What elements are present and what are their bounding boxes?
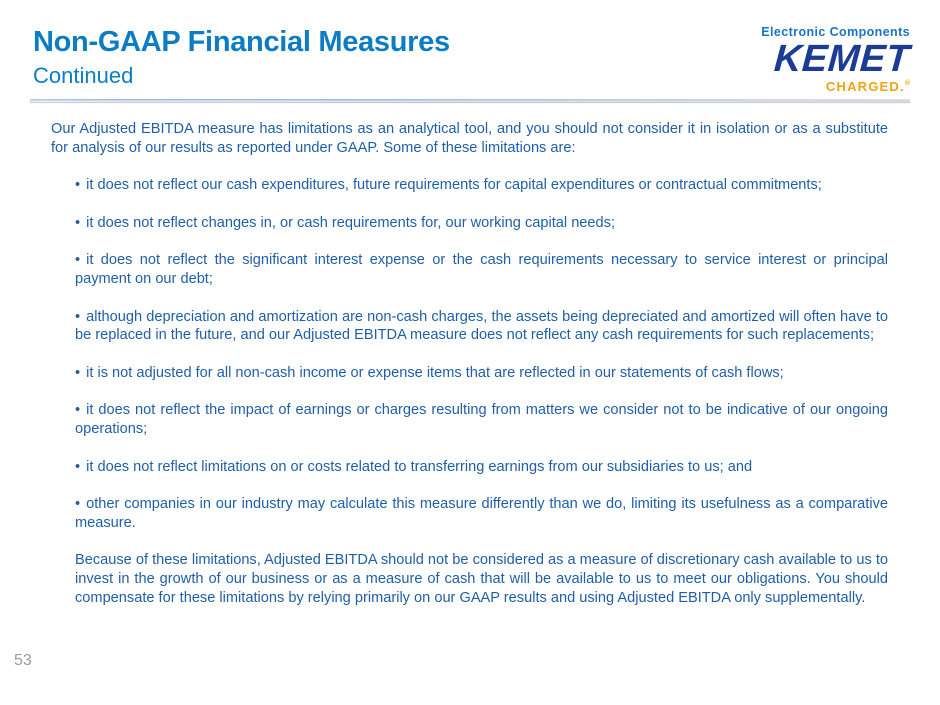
header-divider (30, 99, 910, 103)
bullet-item (75, 495, 888, 532)
charged-text: CHARGED. (825, 78, 905, 94)
bullet-item (75, 176, 888, 195)
bullet-text: it does not reflect the impact of earnings or charges resulting from matters we consider not to be indicative of our ongoing operations; (75, 402, 888, 437)
bullet-text: other companies in our industry may calculate this measure differently than we do, limiting its usefulness as a comparative measure. (75, 496, 888, 531)
bullet-item (75, 308, 888, 345)
slide-header (0, 0, 940, 99)
registered-mark-icon: ® (904, 79, 910, 87)
bullet-icon: • (75, 177, 81, 194)
bullet-icon: • (75, 308, 81, 325)
bullet-text: although depreciation and amortization are non-cash charges, the assets being depreciated and amortized will often have to be replaced in the future, and our Adjusted EBITDA measure does not reflect any cash requirements for such replacements; (75, 308, 888, 344)
bullet-icon: • (75, 496, 81, 513)
logo-charged-tagline (761, 80, 910, 93)
bullet-text: it does not reflect the significant interest expense or the cash requirements necessary to service interest or principal payment on our debt; (75, 252, 888, 287)
bullet-icon: • (75, 458, 81, 475)
bullet-icon: • (75, 214, 81, 231)
kemet-logo (761, 26, 910, 93)
bullet-icon: • (75, 364, 81, 381)
bullet-icon: • (75, 402, 81, 419)
bullet-item (75, 364, 888, 383)
page-subtitle: Continued (33, 63, 134, 88)
bullet-item (75, 401, 888, 438)
page-title: Non-GAAP Financial Measures (33, 26, 450, 58)
bullet-text: it is not adjusted for all non-cash income or expense items that are reflected in our statements of cash flows; (86, 364, 784, 381)
bullet-icon: • (75, 252, 81, 269)
bullet-item (75, 214, 888, 233)
closing-paragraph: Because of these limitations, Adjusted EBITDA should not be considered as a measure of discretionary cash available to us to invest in the growth of our business or as a measure of cash that will be available to us to meet our obligations. You should compensate for these limitations by relying primarily on our GAAP results and using Adjusted EBITDA only supplementally. (75, 552, 888, 606)
logo-tagline: Electronic Components (761, 25, 910, 39)
intro-paragraph: Our Adjusted EBITDA measure has limitations as an analytical tool, and you should not consider it in isolation or as a substitute for analysis of our results as reported under GAAP. Some of these limitations are: (51, 121, 888, 156)
bullet-item (75, 251, 888, 288)
bullet-text: it does not reflect changes in, or cash requirements for, our working capital needs; (86, 214, 616, 231)
bullet-item (75, 458, 888, 477)
bullet-text: it does not reflect our cash expenditures, future requirements for capital expenditures or contractual commitments; (86, 177, 822, 194)
bullet-text: it does not reflect limitations on or costs related to transferring earnings from our subsidiaries to us; and (86, 458, 753, 475)
slide-body (51, 120, 888, 626)
page-number: 53 (14, 652, 32, 669)
logo-wordmark: KEMET (773, 37, 912, 80)
